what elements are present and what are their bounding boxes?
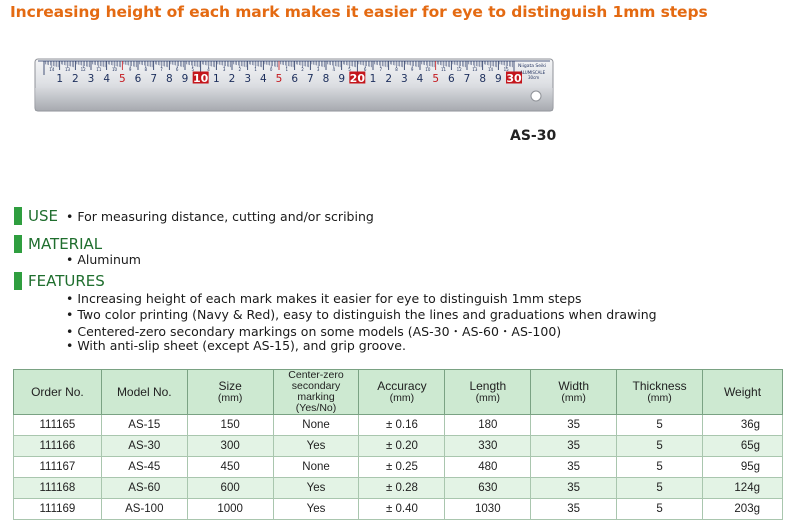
ruler-secondary-number: 10 xyxy=(111,67,118,72)
table-row xyxy=(14,436,783,457)
ruler-major-number: 6 xyxy=(134,73,142,85)
section-title-material: MATERIAL xyxy=(28,235,103,253)
cell-weight: 95g xyxy=(703,457,783,478)
ruler-secondary-number: 6 xyxy=(363,67,367,72)
headline: Increasing height of each mark makes it easier for eye to distinguish 1mm steps xyxy=(10,3,708,21)
cell-length: 330 xyxy=(445,436,531,457)
table-header-row xyxy=(14,370,783,415)
ruler-secondary-number: 9 xyxy=(410,67,414,72)
ruler-major-number: 9 xyxy=(338,73,346,85)
cell-size: 150 xyxy=(187,415,273,436)
cell-accuracy: ± 0.25 xyxy=(359,457,445,478)
cell-width: 35 xyxy=(531,415,617,436)
ruler-major-number: 10 xyxy=(193,72,209,85)
cell-order: 111169 xyxy=(14,499,102,520)
ruler-length-label: 30cm xyxy=(528,75,540,80)
ruler-major-number: 1 xyxy=(212,73,220,85)
header-width: Width (mm) xyxy=(531,370,617,415)
header-width-unit: (mm) xyxy=(561,391,586,404)
header-size: Size (mm) xyxy=(187,370,273,415)
feature-item: • With anti-slip sheet (except AS-15), and grip groove. xyxy=(66,338,406,353)
section-marker xyxy=(14,207,22,225)
header-length-unit: (mm) xyxy=(475,391,501,404)
ruler-major-number: 7 xyxy=(306,73,314,85)
cell-thickness: 5 xyxy=(617,499,703,520)
ruler-major-number: 5 xyxy=(275,73,283,85)
section-title-use: USE xyxy=(28,207,58,225)
header-order-no: Order No. xyxy=(14,370,102,415)
grip-hole xyxy=(531,91,541,101)
ruler-major-number: 30 xyxy=(506,72,522,85)
feature-item: • Two color printing (Navy & Red), easy to distinguish the lines and graduations when drawing xyxy=(66,307,657,322)
ruler-product-name: ALUMISCALE xyxy=(520,70,546,75)
cell-model: AS-30 xyxy=(101,436,187,457)
feature-item: • Increasing height of each mark makes it easier for eye to distinguish 1mm steps xyxy=(66,291,582,306)
ruler-major-number: 1 xyxy=(56,73,64,85)
cell-accuracy: ± 0.40 xyxy=(359,499,445,520)
cell-size: 300 xyxy=(187,436,273,457)
cell-width: 35 xyxy=(531,478,617,499)
ruler-image xyxy=(34,58,554,112)
header-accuracy-unit: (mm) xyxy=(389,391,415,404)
header-center-zero: Center-zero secondary marking (Yes/No) xyxy=(273,370,359,415)
cell-order: 111166 xyxy=(14,436,102,457)
cell-length: 630 xyxy=(445,478,531,499)
ruler-major-number: 4 xyxy=(416,73,424,85)
section-use xyxy=(14,206,374,226)
cell-accuracy: ± 0.28 xyxy=(359,478,445,499)
table-row xyxy=(14,499,783,520)
cell-center-zero: None xyxy=(273,415,359,436)
ruler-major-number: 5 xyxy=(118,73,126,85)
ruler-secondary-number: 2 xyxy=(238,67,242,72)
ruler-major-number: 20 xyxy=(349,72,365,85)
ruler-secondary-number: 8 xyxy=(144,67,148,72)
cell-order: 111165 xyxy=(14,415,102,436)
cell-length: 1030 xyxy=(445,499,531,520)
section-title-features: FEATURES xyxy=(28,272,105,290)
ruler-major-number: 7 xyxy=(463,73,471,85)
header-weight: Weight xyxy=(703,370,783,415)
ruler-secondary-number: 0 xyxy=(269,67,273,72)
model-caption: AS-30 xyxy=(510,128,557,144)
cell-thickness: 5 xyxy=(617,457,703,478)
section-features xyxy=(14,271,105,291)
ruler-secondary-number: 7 xyxy=(379,67,383,72)
ruler-secondary-number: 14 xyxy=(487,67,494,72)
cell-size: 600 xyxy=(187,478,273,499)
ruler-secondary-number: 1 xyxy=(285,67,289,72)
table-row xyxy=(14,457,783,478)
ruler-secondary-number: 5 xyxy=(191,67,195,72)
cell-model: AS-60 xyxy=(101,478,187,499)
cell-weight: 203g xyxy=(703,499,783,520)
cell-model: AS-100 xyxy=(101,499,187,520)
ruler-major-number: 5 xyxy=(432,73,440,85)
ruler-major-number: 7 xyxy=(150,73,158,85)
cell-thickness: 5 xyxy=(617,415,703,436)
cell-thickness: 5 xyxy=(617,478,703,499)
use-text: • For measuring distance, cutting and/or scribing xyxy=(65,208,374,224)
ruler-major-number: 4 xyxy=(259,73,267,85)
ruler-secondary-number: 14 xyxy=(49,67,55,72)
ruler-major-number: 2 xyxy=(228,73,236,85)
ruler-major-number: 8 xyxy=(165,73,173,85)
header-thickness-unit: (mm) xyxy=(647,391,672,404)
ruler-secondary-number: 12 xyxy=(456,67,462,72)
header-length: Length (mm) xyxy=(445,370,531,415)
cell-center-zero: Yes xyxy=(273,499,359,520)
header-model-no: Model No. xyxy=(101,370,187,415)
cell-order: 111168 xyxy=(14,478,102,499)
header-size-unit: (mm) xyxy=(217,391,243,404)
cell-model: AS-45 xyxy=(101,457,187,478)
cell-width: 35 xyxy=(531,457,617,478)
ruler-illustration xyxy=(34,58,554,112)
ruler-secondary-number: 5 xyxy=(348,67,351,72)
cell-length: 180 xyxy=(445,415,531,436)
ruler-major-number: 9 xyxy=(494,73,502,85)
ruler-major-number: 2 xyxy=(385,73,393,85)
ruler-secondary-number: 9 xyxy=(128,67,132,72)
cell-weight: 124g xyxy=(703,478,783,499)
header-accuracy: Accuracy (mm) xyxy=(359,370,445,415)
ruler-major-number: 2 xyxy=(71,73,79,85)
ruler-secondary-number: 15 xyxy=(503,67,509,72)
ruler-secondary-number: 7 xyxy=(160,67,163,72)
ruler-major-number: 8 xyxy=(322,73,330,85)
ruler-major-number: 6 xyxy=(291,73,299,85)
cell-center-zero: Yes xyxy=(273,436,359,457)
cell-weight: 36g xyxy=(703,415,783,436)
cell-size: 1000 xyxy=(187,499,273,520)
header-thickness: Thickness (mm) xyxy=(617,370,703,415)
cell-accuracy: ± 0.20 xyxy=(359,436,445,457)
ruler-secondary-number: 11 xyxy=(440,67,447,72)
ruler-brand: Niigata Seiki xyxy=(518,64,547,69)
cell-center-zero: Yes xyxy=(273,478,359,499)
cell-size: 450 xyxy=(187,457,273,478)
ruler-major-number: 3 xyxy=(87,73,95,85)
cell-thickness: 5 xyxy=(617,436,703,457)
cell-center-zero: None xyxy=(273,457,359,478)
ruler-secondary-number: 8 xyxy=(395,67,398,72)
ruler-secondary-number: 12 xyxy=(80,67,86,72)
ruler-secondary-number: 13 xyxy=(472,67,478,72)
ruler-secondary-number: 10 xyxy=(425,67,431,72)
ruler-lower-edge xyxy=(35,88,553,111)
material-item: • Aluminum xyxy=(66,252,141,267)
cell-weight: 65g xyxy=(703,436,783,457)
cell-order: 111167 xyxy=(14,457,102,478)
spec-table xyxy=(13,369,783,520)
cell-width: 35 xyxy=(531,436,617,457)
ruler-major-number: 9 xyxy=(181,73,189,85)
ruler-major-number: 8 xyxy=(479,73,487,85)
cell-accuracy: ± 0.16 xyxy=(359,415,445,436)
ruler-secondary-number: 2 xyxy=(301,67,304,72)
ruler-secondary-number: 3 xyxy=(316,67,320,72)
ruler-secondary-number: 6 xyxy=(175,67,179,72)
cell-model: AS-15 xyxy=(101,415,187,436)
ruler-secondary-number: 3 xyxy=(222,67,226,72)
cell-length: 480 xyxy=(445,457,531,478)
ruler-major-number: 3 xyxy=(400,73,408,85)
ruler-secondary-number: 13 xyxy=(64,67,71,72)
section-marker xyxy=(14,235,22,253)
table-row xyxy=(14,478,783,499)
ruler-secondary-number: 1 xyxy=(254,67,257,72)
cell-width: 35 xyxy=(531,499,617,520)
ruler-major-number: 1 xyxy=(369,73,377,85)
ruler-secondary-number: 4 xyxy=(332,67,336,72)
section-marker xyxy=(14,272,22,290)
ruler-secondary-number: 11 xyxy=(96,67,102,72)
ruler-major-number: 6 xyxy=(447,73,455,85)
ruler-secondary-number: 4 xyxy=(207,67,210,72)
section-material xyxy=(14,234,102,254)
ruler-major-number: 4 xyxy=(103,73,111,85)
feature-item: • Centered-zero secondary markings on some models (AS-30・AS-60・AS-100) xyxy=(66,324,562,339)
table-row xyxy=(14,415,783,436)
ruler-major-number: 3 xyxy=(244,73,252,85)
